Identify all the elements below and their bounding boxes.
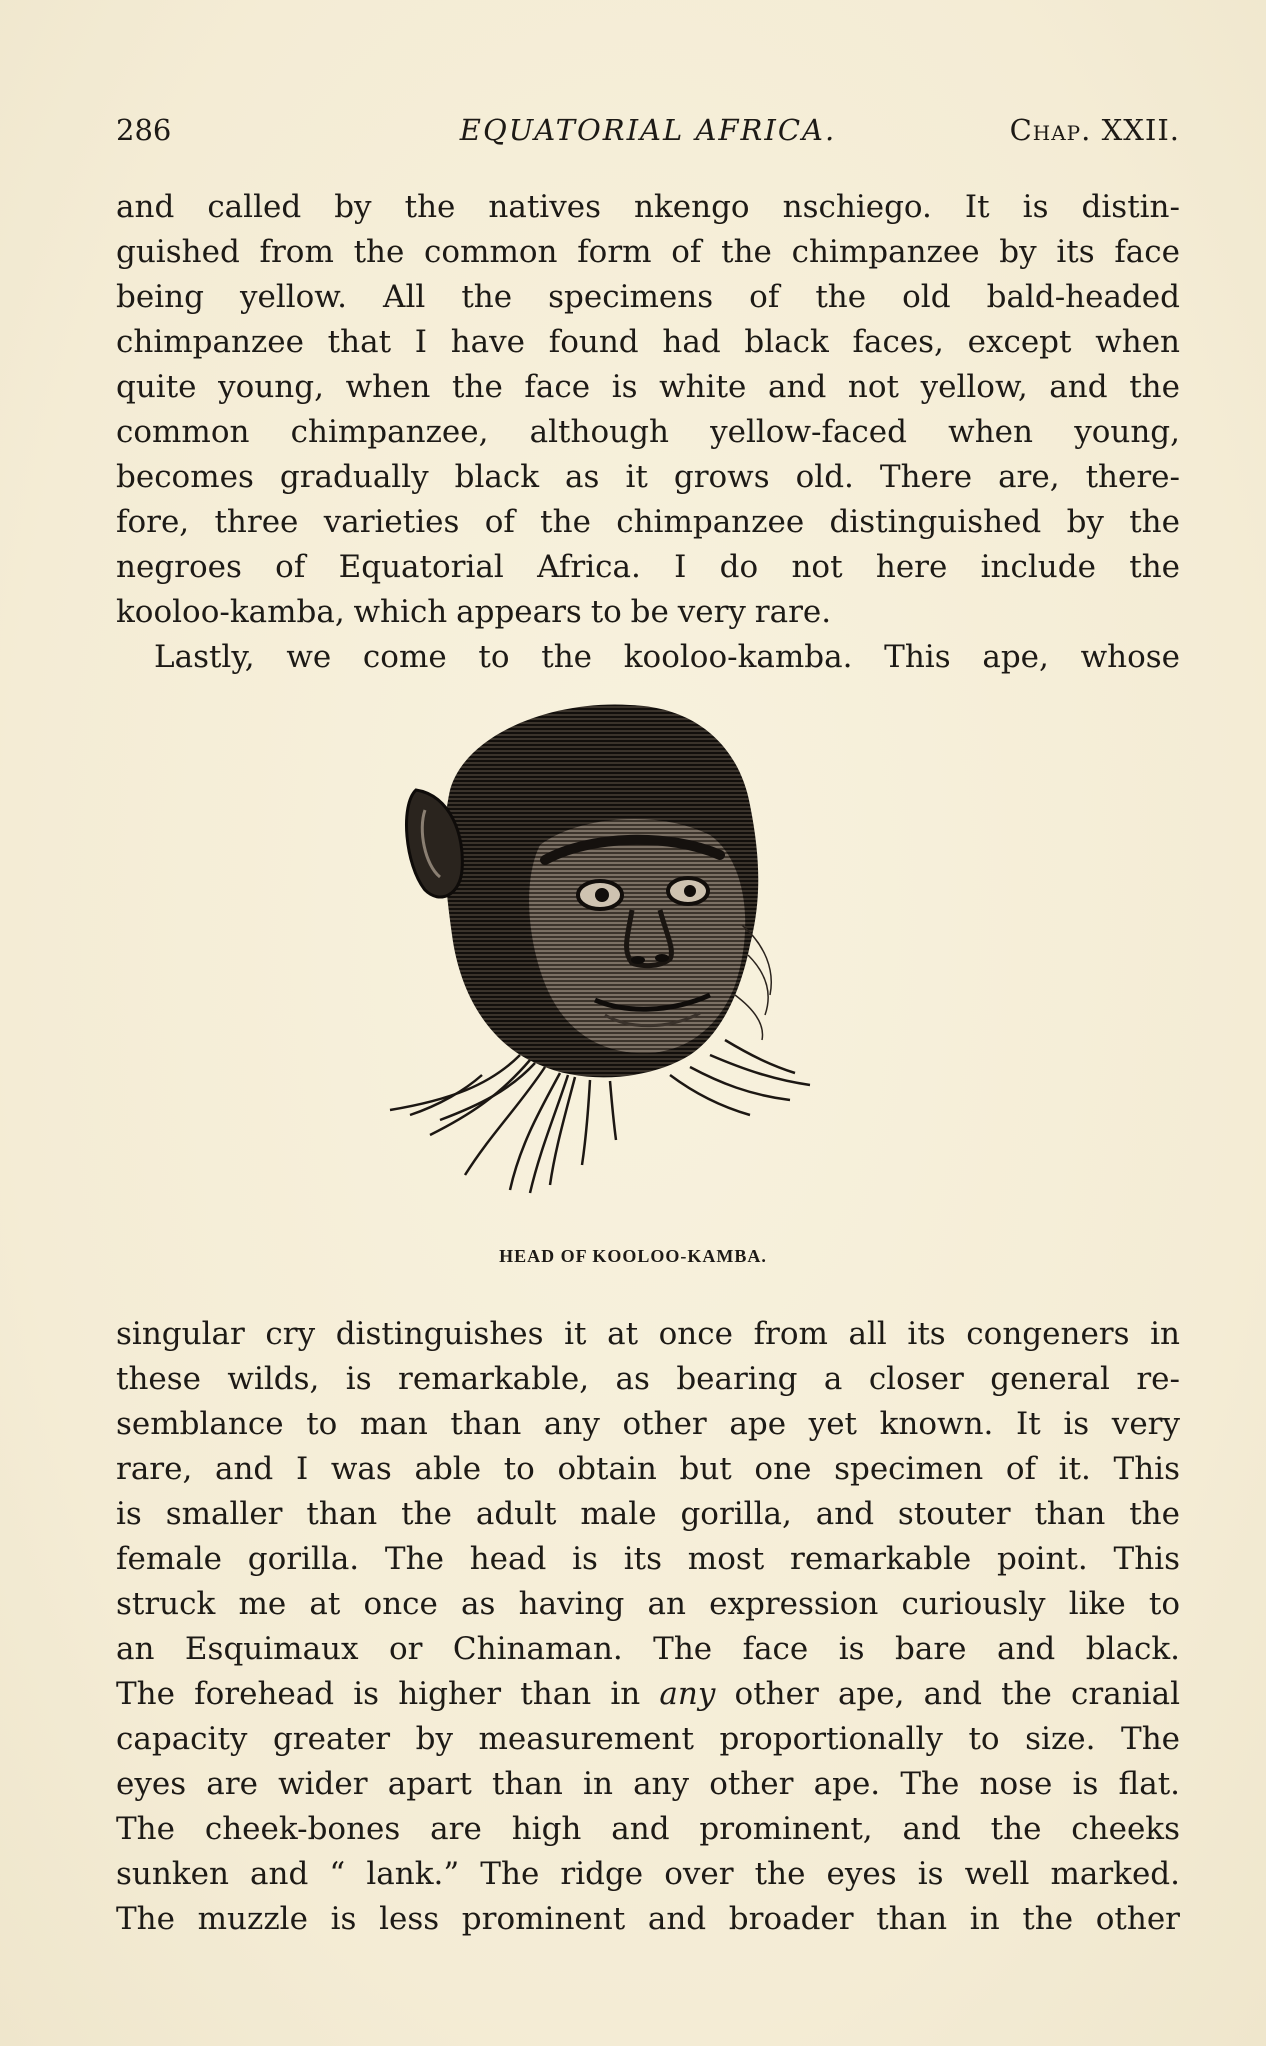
running-head [116, 110, 1180, 150]
text-line: The forehead is higher than in any other ape, and the cranial [116, 1676, 1180, 1712]
text-line: negroes of Equatorial Africa. I do not here include the [116, 549, 1180, 585]
paragraph-bottom [116, 1312, 1180, 1942]
text-line: kooloo-kamba, which appears to be very rare. [116, 594, 832, 630]
text-line: The cheek-bones are high and prominent, and the cheeks [116, 1811, 1180, 1847]
text-line: semblance to man than any other ape yet known. It is very [116, 1406, 1180, 1442]
chapter-label: Chap. XXII. [1009, 113, 1180, 147]
text-line: The muzzle is less prominent and broader than in the other [116, 1901, 1180, 1937]
text-line: Lastly, we come to the kooloo-kamba. This ape, whose [154, 639, 1180, 675]
text-line: eyes are wider apart than in any other ape. The nose is flat. [116, 1766, 1180, 1802]
text-line: struck me at once as having an expression curiously like to [116, 1586, 1180, 1622]
text-line: being yellow. All the specimens of the old bald-headed [116, 279, 1180, 315]
paragraph-top [116, 185, 1180, 680]
text-line: female gorilla. The head is its most remarkable point. This [116, 1541, 1180, 1577]
text-line: is smaller than the adult male gorilla, and stouter than the [116, 1496, 1180, 1532]
text-line: fore, three varieties of the chimpanzee distinguished by the [116, 504, 1180, 540]
figure-caption: HEAD OF KOOLOO-KAMBA. [499, 1246, 767, 1266]
kooloo-kamba-engraving [370, 695, 910, 1235]
text-line: rare, and I was able to obtain but one specimen of it. This [116, 1451, 1180, 1487]
text-line: these wilds, is remarkable, as bearing a closer general re- [116, 1361, 1180, 1397]
text-line: sunken and “ lank.” The ridge over the eyes is well marked. [116, 1856, 1180, 1892]
text-line: singular cry distinguishes it at once from all its congeners in [116, 1316, 1180, 1352]
text-line: common chimpanzee, although yellow-faced when young, [116, 414, 1180, 450]
text-line: becomes gradually black as it grows old. There are, there- [116, 459, 1180, 495]
text-line: capacity greater by measurement proportionally to size. The [116, 1721, 1180, 1757]
text-line: chimpanzee that I have found had black faces, except when [116, 324, 1180, 360]
text-line: an Esquimaux or Chinaman. The face is bare and black. [116, 1631, 1180, 1667]
text-line: quite young, when the face is white and not yellow, and the [116, 369, 1180, 405]
running-title: EQUATORIAL AFRICA. [459, 113, 837, 147]
page-number: 286 [116, 113, 172, 147]
text-line: guished from the common form of the chimpanzee by its face [116, 234, 1180, 270]
text-line: and called by the natives nkengo nschiego. It is distin- [116, 189, 1180, 225]
